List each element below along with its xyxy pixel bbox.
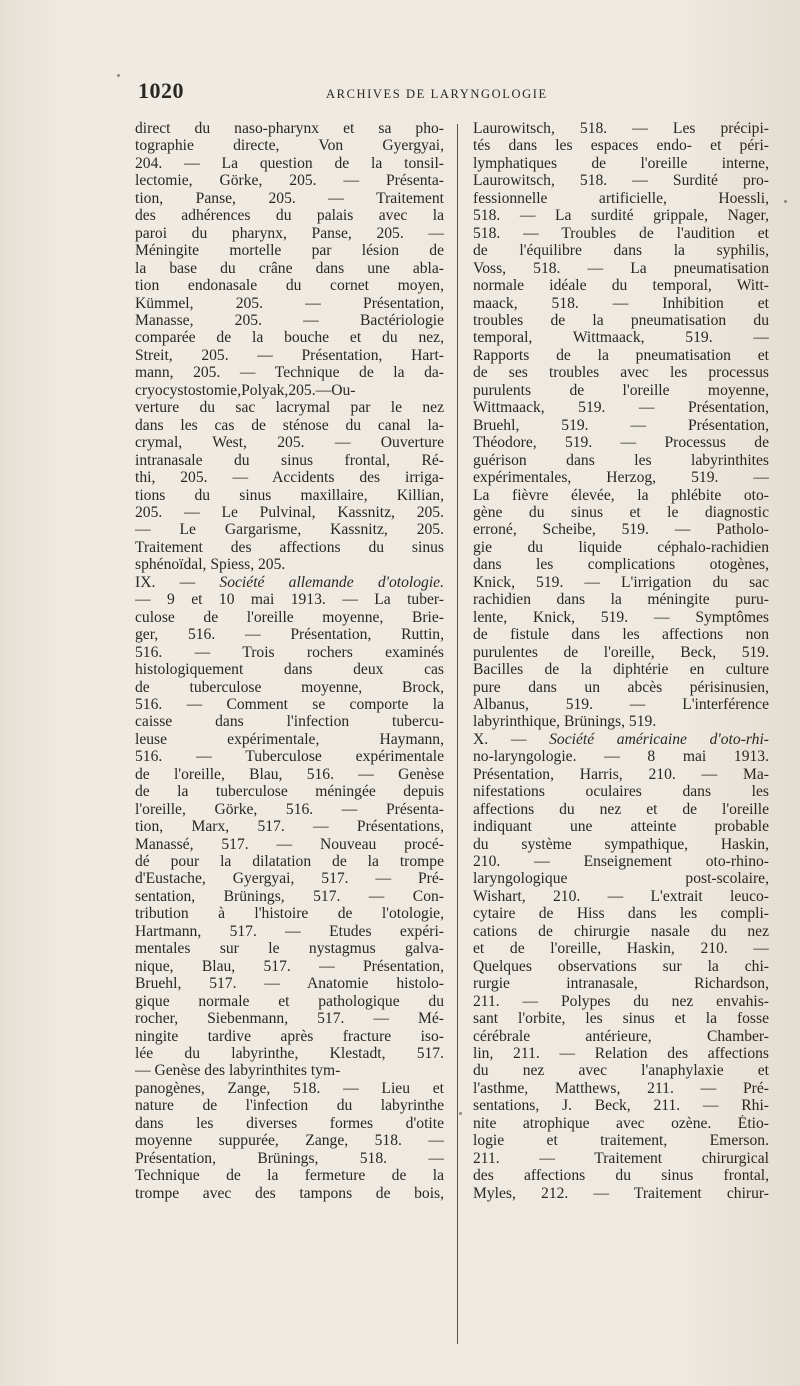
text-line: gie du liquide céphalo-rachidien [473, 538, 769, 556]
text-line: l'asthme, Matthews, 211. — Pré- [473, 1079, 769, 1097]
text-line: lectomie, Görke, 205. — Présenta- [135, 172, 444, 190]
text-line: X. — Société américaine d'oto-rhi- [473, 730, 769, 748]
text-line: tion, Panse, 205. — Traitement [135, 189, 444, 207]
text-line: purulentes de l'oreille, Beck, 519. [473, 643, 769, 661]
text-line: expérimentales, Herzog, 519. — [473, 469, 769, 487]
text-line: erroné, Scheibe, 519. — Patholo- [473, 521, 769, 539]
text-line: de ses troubles avec les processus [473, 364, 769, 382]
text-line: troubles de la pneumatisation du [473, 311, 769, 329]
text-line: Bruehl, 517. — Anatomie histolo- [135, 975, 444, 993]
text-line: de l'équilibre dans la syphilis, [473, 242, 769, 260]
text-line: Présentation, Brünings, 518. — [135, 1149, 444, 1167]
text-line: des adhérences du palais avec la [135, 207, 444, 225]
text-line: de fistule dans les affections non [473, 626, 769, 644]
text-line: comparée de la bouche et du nez, [135, 329, 444, 347]
text-line: sentation, Brünings, 517. — Con- [135, 887, 444, 905]
text-line: de tuberculose moyenne, Brock, [135, 678, 444, 696]
scan-speck [117, 74, 120, 77]
text-line: dans les diverses formes d'otite [135, 1114, 444, 1132]
text-line: IX. — Société allemande d'otologie. [135, 573, 444, 591]
text-line: Présentation, Harris, 210. — Ma- [473, 765, 769, 783]
text-line: 516. — Comment se comporte la [135, 695, 444, 713]
text-line: Manassé, 517. — Nouveau procé- [135, 835, 444, 853]
text-line: lente, Knick, 519. — Symptômes [473, 608, 769, 626]
text-line: Méningite mortelle par lésion de [135, 242, 444, 260]
text-line: Technique de la fermeture de la [135, 1167, 444, 1185]
text-line: purulents de l'oreille moyenne, [473, 381, 769, 399]
text-line: lin, 211. — Relation des affections [473, 1045, 769, 1063]
text-line: 204. — La question de la tonsil- [135, 154, 444, 172]
text-line: gique normale et pathologique du [135, 992, 444, 1010]
text-line: thi, 205. — Accidents des irriga- [135, 469, 444, 487]
text-line: gène du sinus et le diagnostic [473, 503, 769, 521]
text-line: des affections du sinus frontal, [473, 1167, 769, 1185]
text-line: logie et traitement, Emerson. [473, 1132, 769, 1150]
text-line: 211. — Polypes du nez envahis- [473, 992, 769, 1010]
text-line: cérébrale antérieure, Chamber- [473, 1027, 769, 1045]
text-line: de la tuberculose méningée depuis [135, 783, 444, 801]
text-line: Théodore, 519. — Processus de [473, 434, 769, 452]
text-line: histologiquement dans deux cas [135, 661, 444, 679]
text-line: nifestations oculaires dans les [473, 783, 769, 801]
text-line: temporal, Wittmaack, 519. — [473, 329, 769, 347]
text-line: maack, 518. — Inhibition et [473, 294, 769, 312]
text-line: mentales sur le nystagmus galva- [135, 940, 444, 958]
text-line: la base du crâne dans une abla- [135, 259, 444, 277]
text-line: Quelques observations sur la chi- [473, 957, 769, 975]
text-line: d'Eustache, Gyergyai, 517. — Pré- [135, 870, 444, 888]
text-line: 518. — La surdité grippale, Nager, [473, 207, 769, 225]
text-line: trompe avec des tampons de bois, [135, 1184, 444, 1202]
text-line: — Le Gargarisme, Kassnitz, 205. [135, 521, 444, 539]
text-line: sentations, J. Beck, 211. — Rhi- [473, 1097, 769, 1115]
text-line: paroi du pharynx, Panse, 205. — [135, 224, 444, 242]
text-line: Rapports de la pneumatisation et [473, 346, 769, 364]
text-line: normale idéale du temporal, Witt- [473, 277, 769, 295]
text-line: — Genèse des labyrinthites tym- [135, 1062, 341, 1080]
column-divider [457, 124, 458, 1344]
text-line: tographie directe, Von Gyergyai, [135, 137, 444, 155]
text-line: du nez avec l'anaphylaxie et [473, 1062, 769, 1080]
text-line: laryngologique post-scolaire, [473, 870, 769, 888]
text-line: labyrinthique, Brünings, 519. [473, 713, 657, 731]
text-line: 210. — Enseignement oto-rhino- [473, 853, 769, 871]
text-line: Myles, 212. — Traitement chirur- [473, 1184, 769, 1202]
text-line: moyenne suppurée, Zange, 518. — [135, 1132, 444, 1150]
text-line: rurgie intranasale, Richardson, [473, 975, 769, 993]
text-line: ningite tardive après fracture iso- [135, 1027, 444, 1045]
text-line: tés dans les espaces endo- et péri- [473, 137, 769, 155]
text-line: Hartmann, 517. — Etudes expéri- [135, 922, 444, 940]
text-line: — 9 et 10 mai 1913. — La tuber- [135, 591, 444, 609]
text-line: 205. — Le Pulvinal, Kassnitz, 205. [135, 503, 444, 521]
text-line: dé pour la dilatation de la trompe [135, 853, 444, 871]
text-line: tion, Marx, 517. — Présentations, [135, 818, 444, 836]
text-line: cytaire de Hiss dans les compli- [473, 905, 769, 923]
text-line: ger, 516. — Présentation, Ruttin, [135, 626, 444, 644]
page-number: 1020 [138, 78, 184, 103]
text-line: Bacilles de la diphtérie en culture [473, 661, 769, 679]
text-line: culose de l'oreille moyenne, Brie- [135, 608, 444, 626]
text-line: lymphatiques de l'oreille interne, [473, 154, 769, 172]
text-line: tion endonasale du cornet moyen, [135, 277, 444, 295]
text-line: guérison dans les labyrinthites [473, 451, 769, 469]
text-line: indiquant une atteinte probable [473, 818, 769, 836]
text-line: du système sympathique, Haskin, [473, 835, 769, 853]
text-line: intranasale du sinus frontal, Ré- [135, 451, 444, 469]
text-line: 516. — Tuberculose expérimentale [135, 748, 444, 766]
text-line: nite atrophique avec ozène. Étio- [473, 1114, 769, 1132]
text-line: Laurowitsch, 518. — Surdité pro- [473, 172, 769, 190]
right-column [473, 120, 769, 1202]
text-line: Wishart, 210. — L'extrait leuco- [473, 887, 769, 905]
text-line: 518. — Troubles de l'audition et [473, 224, 769, 242]
text-line: tions du sinus maxillaire, Killian, [135, 486, 444, 504]
journal-title: ARCHIVES DE LARYNGOLOGIE [326, 87, 548, 101]
text-line: dans les cas de sténose du canal la- [135, 416, 444, 434]
text-line: et de l'oreille, Haskin, 210. — [473, 940, 769, 958]
text-line: cryocystostomie,Polyak,205.—Ou- [135, 381, 356, 399]
scan-speck [459, 1112, 462, 1115]
text-line: crymal, West, 205. — Ouverture [135, 434, 444, 452]
text-line: lée du labyrinthe, Klestadt, 517. [135, 1045, 444, 1063]
text-line: dans les complications otogènes, [473, 556, 769, 574]
scan-speck [784, 200, 787, 203]
text-line: nique, Blau, 517. — Présentation, [135, 957, 444, 975]
text-line: Manasse, 205. — Bactériologie [135, 311, 444, 329]
text-line: affections du nez et de l'oreille [473, 800, 769, 818]
text-line: Wittmaack, 519. — Présentation, [473, 399, 769, 417]
text-line: de l'oreille, Blau, 516. — Genèse [135, 765, 444, 783]
text-line: verture du sac lacrymal par le nez [135, 399, 444, 417]
text-line: pure dans un abcès périsinusien, [473, 678, 769, 696]
text-line: caisse dans l'infection tubercu- [135, 713, 444, 731]
text-line: mann, 205. — Technique de la da- [135, 364, 444, 382]
text-line: La fièvre élevée, la phlébite oto- [473, 486, 769, 504]
text-line: Streit, 205. — Présentation, Hart- [135, 346, 444, 364]
text-line: sphénoïdal, Spiess, 205. [135, 556, 286, 574]
text-line: 211. — Traitement chirurgical [473, 1149, 769, 1167]
text-line: Albanus, 519. — L'interférence [473, 695, 769, 713]
text-line: tribution à l'histoire de l'otologie, [135, 905, 444, 923]
text-line: direct du naso-pharynx et sa pho- [135, 120, 444, 137]
text-line: l'oreille, Görke, 516. — Présenta- [135, 800, 444, 818]
text-line: no-laryngologie. — 8 mai 1913. [473, 748, 769, 766]
text-line: Traitement des affections du sinus [135, 538, 444, 556]
text-line: Kümmel, 205. — Présentation, [135, 294, 444, 312]
text-line: rocher, Siebenmann, 517. — Mé- [135, 1010, 444, 1028]
text-line: fessionnelle artificielle, Hoessli, [473, 189, 769, 207]
text-line: Voss, 518. — La pneumatisation [473, 259, 769, 277]
text-line: Knick, 519. — L'irrigation du sac [473, 573, 769, 591]
text-line: panogènes, Zange, 518. — Lieu et [135, 1079, 444, 1097]
text-line: rachidien dans la méningite puru- [473, 591, 769, 609]
text-line: cations de chirurgie nasale du nez [473, 922, 769, 940]
text-line: 516. — Trois rochers examinés [135, 643, 444, 661]
text-line: nature de l'infection du labyrinthe [135, 1097, 444, 1115]
text-line: leuse expérimentale, Haymann, [135, 730, 444, 748]
text-line: Laurowitsch, 518. — Les précipi- [473, 120, 769, 137]
text-line: sant l'orbite, les sinus et la fosse [473, 1010, 769, 1028]
text-line: Bruehl, 519. — Présentation, [473, 416, 769, 434]
left-column [135, 120, 444, 1202]
running-head [138, 78, 758, 108]
